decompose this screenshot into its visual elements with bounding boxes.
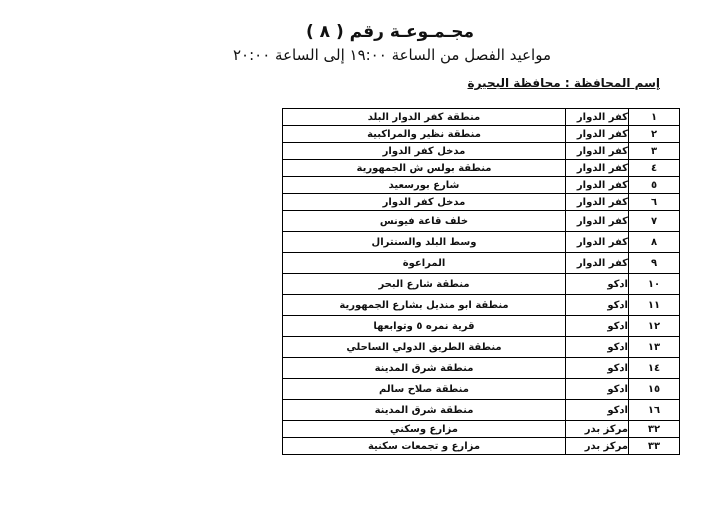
- area-cell: المراعوة: [283, 253, 566, 274]
- city-cell: كفر الدوار: [566, 160, 629, 177]
- row-number: ١٣: [629, 337, 680, 358]
- row-number: ١٦: [629, 400, 680, 421]
- city-cell: ادكو: [566, 316, 629, 337]
- row-number: ١: [629, 109, 680, 126]
- area-cell: منطقة بولس ش الجمهورية: [283, 160, 566, 177]
- row-number: ٣٢: [629, 421, 680, 438]
- row-number: ١٤: [629, 358, 680, 379]
- city-cell: كفر الدوار: [566, 126, 629, 143]
- table-row: [283, 211, 680, 232]
- city-cell: ادكو: [566, 274, 629, 295]
- row-number: ١٢: [629, 316, 680, 337]
- area-cell: وسط البلد والسنترال: [283, 232, 566, 253]
- table-row: [283, 177, 680, 194]
- area-cell: منطقة الطريق الدولي الساحلي: [283, 337, 566, 358]
- row-number: ٦: [629, 194, 680, 211]
- city-cell: كفر الدوار: [566, 109, 629, 126]
- city-cell: كفر الدوار: [566, 253, 629, 274]
- city-cell: مركز بدر: [566, 438, 629, 455]
- city-cell: كفر الدوار: [566, 143, 629, 160]
- city-cell: ادكو: [566, 295, 629, 316]
- row-number: ٢: [629, 126, 680, 143]
- city-cell: ادكو: [566, 379, 629, 400]
- area-cell: منطقة شارع البحر: [283, 274, 566, 295]
- table-row: [283, 274, 680, 295]
- table-row: [283, 143, 680, 160]
- row-number: ٤: [629, 160, 680, 177]
- table-row: [283, 126, 680, 143]
- area-cell: منطقة نظير والمراكبية: [283, 126, 566, 143]
- city-cell: كفر الدوار: [566, 177, 629, 194]
- table-row: [283, 232, 680, 253]
- area-cell: شارع بورسعيد: [283, 177, 566, 194]
- table-row: [283, 337, 680, 358]
- table-row: [283, 316, 680, 337]
- city-cell: ادكو: [566, 337, 629, 358]
- city-cell: ادكو: [566, 358, 629, 379]
- governorate-label: إسم المحافظة : محافظة البحيرة: [467, 76, 660, 90]
- row-number: ٨: [629, 232, 680, 253]
- area-cell: مدخل كفر الدوار: [283, 143, 566, 160]
- area-cell: منطقة كفر الدوار البلد: [283, 109, 566, 126]
- row-number: ٧: [629, 211, 680, 232]
- schedule-table: [282, 108, 680, 455]
- schedule-subtitle: مواعيد الفصل من الساعة ١٩:٠٠ إلى الساعة ٢٠:٠٠: [233, 46, 551, 64]
- city-cell: مركز بدر: [566, 421, 629, 438]
- city-cell: كفر الدوار: [566, 194, 629, 211]
- area-cell: منطقة ابو منديل بشارع الجمهورية: [283, 295, 566, 316]
- table-row: [283, 295, 680, 316]
- city-cell: ادكو: [566, 400, 629, 421]
- area-cell: قرية نمره ٥ وتوابعها: [283, 316, 566, 337]
- table-row: [283, 194, 680, 211]
- area-cell: مدخل كفر الدوار: [283, 194, 566, 211]
- area-cell: منطقة شرق المدينة: [283, 358, 566, 379]
- table-row: [283, 253, 680, 274]
- area-cell: مزارع و تجمعات سكنية: [283, 438, 566, 455]
- table-row: [283, 400, 680, 421]
- city-cell: كفر الدوار: [566, 232, 629, 253]
- area-cell: منطقة صلاح سالم: [283, 379, 566, 400]
- table-row: [283, 379, 680, 400]
- row-number: ١٥: [629, 379, 680, 400]
- table-row: [283, 160, 680, 177]
- table-row: [283, 438, 680, 455]
- row-number: ٣٣: [629, 438, 680, 455]
- row-number: ٥: [629, 177, 680, 194]
- table-row: [283, 421, 680, 438]
- table-row: [283, 358, 680, 379]
- city-cell: كفر الدوار: [566, 211, 629, 232]
- area-cell: مزارع وسكني: [283, 421, 566, 438]
- area-cell: خلف قاعة فيونس: [283, 211, 566, 232]
- row-number: ١٠: [629, 274, 680, 295]
- area-cell: منطقة شرق المدينة: [283, 400, 566, 421]
- row-number: ١١: [629, 295, 680, 316]
- table-row: [283, 109, 680, 126]
- document-title: مجـمـوعـة رقم ( ٨ ): [305, 22, 475, 42]
- row-number: ٩: [629, 253, 680, 274]
- row-number: ٣: [629, 143, 680, 160]
